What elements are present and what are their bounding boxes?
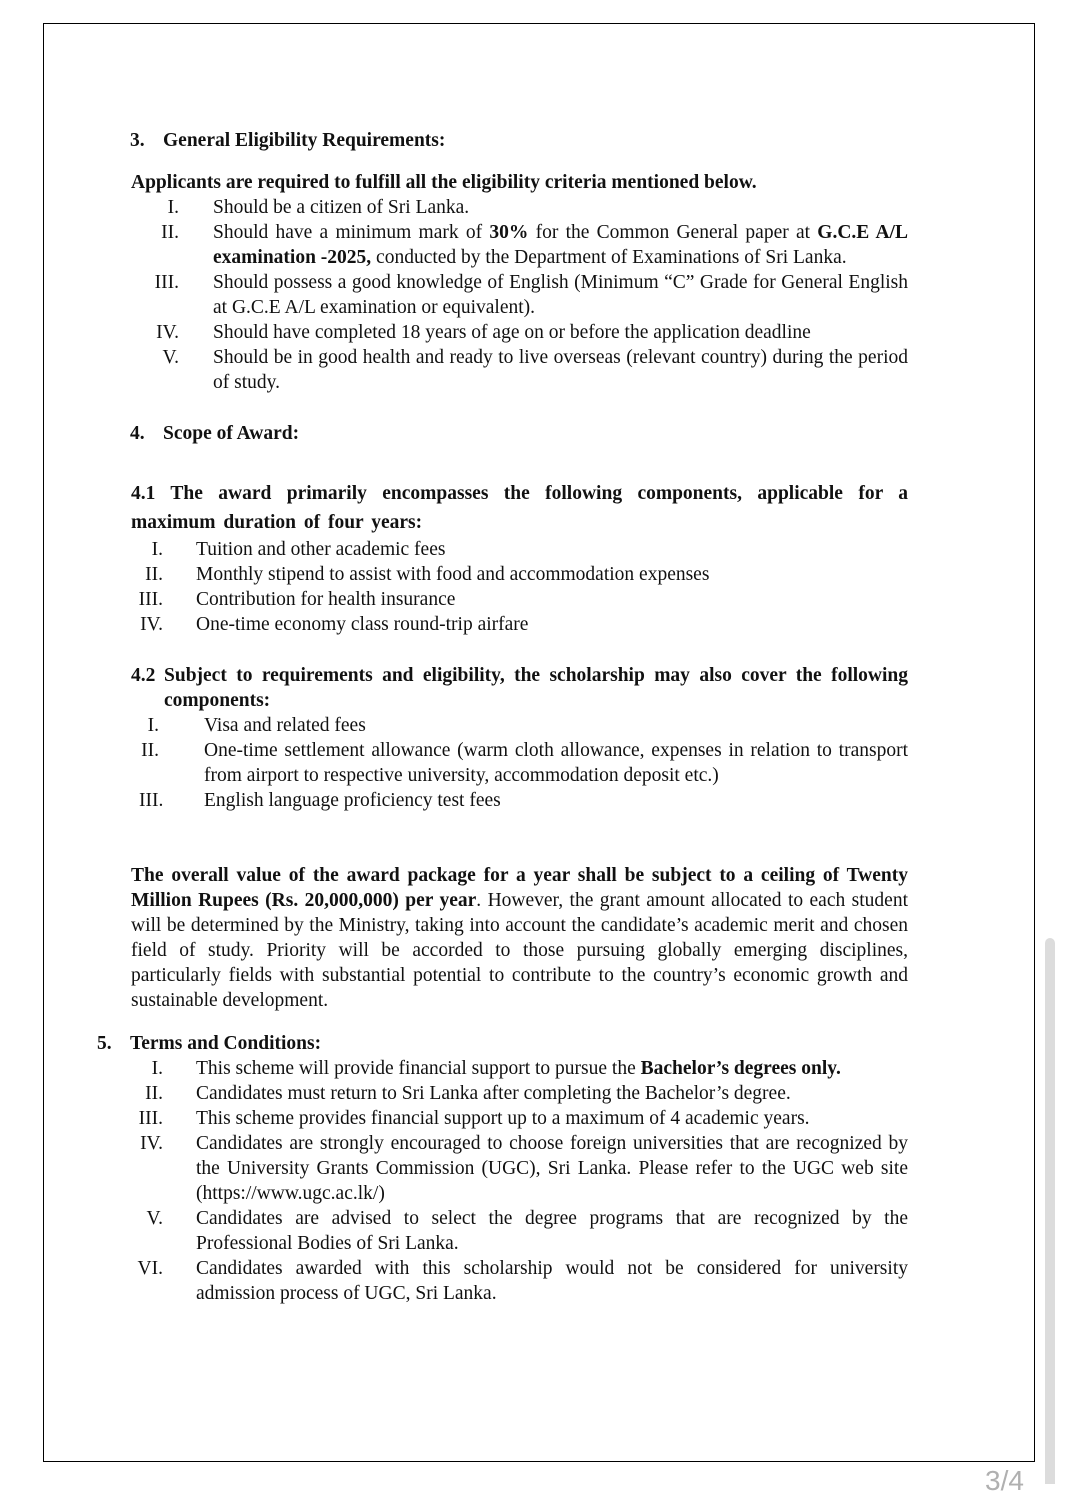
award-ceiling-paragraph: The overall value of the award package for a year shall be subject to a ceiling of Twenty Million Rupees (Rs. 20,000,000) per year. However, the grant amount allocated to each student will be determined by the Ministry, taking into account the candidate’s academic merit and chosen field of study. Priority will be accorded to those pursuing globally emerging disciplines, particularly fields with substantial potential to contribute to the country’s economic growth and sustainable development. [131, 865, 908, 1011]
list-item [131, 345, 908, 395]
list-item [131, 320, 908, 345]
subsection-4-2-heading: 4.2 Subject to requirements and eligibility, the scholarship may also cover the following components: [131, 665, 908, 711]
list-text: This scheme will provide financial support to pursue the Bachelor’s degrees only. [196, 1058, 841, 1079]
section-title: Terms and Conditions: [130, 1033, 322, 1054]
section-5-heading [97, 1031, 908, 1056]
list-number: VI. [137, 1258, 163, 1279]
list-number: III. [139, 790, 164, 811]
list-text: Should have completed 18 years of age on or before the application deadline [213, 322, 811, 343]
list-item [131, 1131, 908, 1206]
list-text: Visa and related fees [204, 715, 366, 736]
list-item [131, 1081, 908, 1106]
list-text: Should be a citizen of Sri Lanka. [213, 197, 470, 218]
subsection-4-1-heading: 4.1 The award primarily encompasses the following components, applicable for a maximum duration of four years: [131, 483, 908, 533]
list-item [131, 270, 908, 320]
vertical-scrollbar[interactable] [1045, 938, 1055, 1484]
list-item [131, 220, 908, 270]
list-number: I. [167, 197, 179, 218]
section-number: 4. [130, 423, 145, 444]
list-text: Contribution for health insurance [196, 589, 456, 610]
list-text: One-time settlement allowance (warm cloth allowance, expenses in relation to transport from airport to respective university, accommodation deposit etc.) [204, 740, 908, 786]
list-number: II. [141, 740, 159, 761]
list-text: Should be in good health and ready to live overseas (relevant country) during the period of study. [213, 347, 908, 393]
list-item [131, 1256, 908, 1306]
additional-components-list [131, 713, 908, 813]
eligibility-intro: Applicants are required to fulfill all the eligibility criteria mentioned below. [131, 172, 757, 193]
list-item [131, 788, 908, 813]
list-text: Tuition and other academic fees [196, 539, 446, 560]
document-content [88, 128, 908, 1306]
list-number: II. [145, 564, 163, 585]
terms-list [131, 1056, 908, 1306]
list-number: IV. [156, 322, 179, 343]
list-item [131, 1106, 908, 1131]
section-title: General Eligibility Requirements: [163, 130, 446, 151]
list-number: I. [151, 539, 163, 560]
list-item [131, 612, 908, 637]
list-text: Candidates must return to Sri Lanka after completing the Bachelor’s degree. [196, 1083, 791, 1104]
list-number: I. [147, 715, 159, 736]
list-number: IV. [140, 1133, 163, 1154]
list-text: English language proficiency test fees [204, 790, 501, 811]
award-components-list [131, 537, 908, 637]
list-text: Should have a minimum mark of 30% for the Common General paper at G.C.E A/L examination -2025, conducted by the Department of Examinations of Sri Lanka. [213, 222, 908, 268]
list-text: One-time economy class round-trip airfare [196, 614, 529, 635]
list-number: V. [162, 347, 179, 368]
eligibility-list [131, 195, 908, 395]
list-text: This scheme provides financial support up to a maximum of 4 academic years. [196, 1108, 810, 1129]
list-text: Should possess a good knowledge of English (Minimum “C” Grade for General English at G.C.E A/L examination or equivalent). [213, 272, 908, 318]
list-number: III. [138, 589, 163, 610]
list-text: Candidates are strongly encouraged to choose foreign universities that are recognized by the University Grants Commission (UGC), Sri Lanka. Please refer to the UGC web site (https://www.ugc.ac.lk/) [196, 1133, 908, 1204]
list-number: II. [145, 1083, 163, 1104]
section-4-heading [130, 421, 908, 446]
list-item [131, 562, 908, 587]
section-number: 5. [97, 1033, 112, 1054]
list-text: Candidates are advised to select the degree programs that are recognized by the Professional Bodies of Sri Lanka. [196, 1208, 908, 1254]
list-item [131, 1056, 908, 1081]
section-title: Scope of Award: [163, 423, 300, 444]
list-item [131, 738, 908, 788]
list-number: III. [138, 1108, 163, 1129]
list-item [131, 587, 908, 612]
list-number: IV. [140, 614, 163, 635]
list-number: I. [151, 1058, 163, 1079]
list-text: Monthly stipend to assist with food and accommodation expenses [196, 564, 710, 585]
list-number: V. [146, 1208, 163, 1229]
list-item [131, 537, 908, 562]
section-3-heading [130, 128, 908, 153]
list-text: Candidates awarded with this scholarship would not be considered for university admission process of UGC, Sri Lanka. [196, 1258, 908, 1304]
list-item [131, 195, 908, 220]
section-number: 3. [130, 130, 145, 151]
list-item [131, 713, 908, 738]
page-indicator: 3/4 [985, 1465, 1024, 1496]
list-number: III. [154, 272, 179, 293]
list-item [131, 1206, 908, 1256]
list-number: II. [161, 222, 179, 243]
